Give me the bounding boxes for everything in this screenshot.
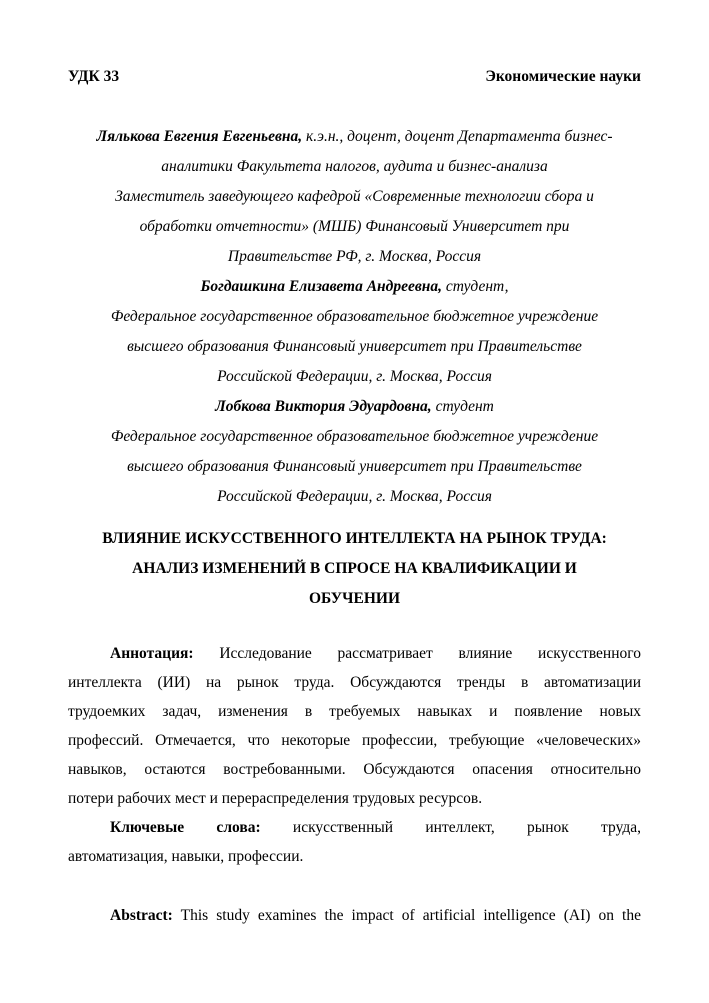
author-1-affiliation-line: обработки отчетности» (МШБ) Финансовый Университет при: [139, 218, 570, 235]
author-2-affiliation-line: Российской Федерации, г. Москва, Россия: [217, 368, 492, 385]
title-line: АНАЛИЗ ИЗМЕНЕНИЙ В СПРОСЕ НА КВАЛИФИКАЦИИ И: [132, 560, 577, 577]
annotation-line: трудоемких задач, изменения в требуемых навыках и появление новых: [68, 703, 641, 720]
paper-body: [68, 639, 641, 930]
abstract-label: Abstract:: [110, 907, 173, 924]
author-3-role: студент: [431, 398, 494, 415]
title-line: ОБУЧЕНИИ: [308, 590, 401, 607]
author-1-affiliation-line: аналитики Факультета налогов, аудита и бизнес-анализа: [161, 158, 548, 175]
author-1-affiliation-line: Правительстве РФ, г. Москва, Россия: [227, 248, 482, 265]
author-2-affiliation-line: Федеральное государственное образовательное бюджетное учреждение: [110, 308, 599, 325]
annotation-line-1: [68, 639, 641, 668]
title-line: ВЛИЯНИЕ ИСКУССТВЕННОГО ИНТЕЛЛЕКТА НА РЫНОК ТРУДА:: [102, 530, 607, 547]
author-2-affiliation-line: высшего образования Финансовый университет при Правительстве: [127, 338, 582, 355]
author-3-affiliation-line: Российской Федерации, г. Москва, Россия: [217, 488, 492, 505]
keywords-line-1: [68, 813, 641, 842]
author-3-affiliation-line: высшего образования Финансовый университет при Правительстве: [127, 458, 582, 475]
author-3-line-1: [68, 392, 641, 422]
annotation-line: навыков, остаются востребованными. Обсуждаются опасения относительно: [68, 761, 641, 778]
author-2-role: студент,: [442, 278, 509, 295]
keywords-label: Ключевые слова:: [110, 819, 261, 836]
annotation-line: потери рабочих мест и перераспределения трудовых ресурсов.: [68, 790, 483, 807]
abstract-paragraph: [68, 901, 641, 930]
udc-code: УДК 33: [68, 68, 120, 85]
annotation-line: профессий. Отмечается, что некоторые профессии, требующие «человеческих»: [68, 732, 641, 749]
author-2-name: Богдашкина Елизавета Андреевна,: [200, 278, 443, 295]
annotation-paragraph: [68, 639, 641, 813]
abstract-text: This study examines the impact of artificial intelligence (AI) on the: [172, 907, 641, 924]
paragraph-gap: [68, 871, 641, 901]
keywords-text: искусственный интеллект, рынок труда,: [260, 819, 641, 836]
section-name: Экономические науки: [485, 68, 641, 85]
author-1-line-1: [68, 122, 641, 152]
author-3-name: Лобкова Виктория Эдуардовна,: [215, 398, 432, 415]
author-1-credentials: к.э.н., доцент, доцент Департамента бизнес-: [302, 128, 613, 145]
annotation-text: Исследование рассматривает влияние искусственного: [193, 645, 641, 662]
author-1-affiliation-line: Заместитель заведующего кафедрой «Современные технологии сбора и: [115, 188, 594, 205]
page-header: [68, 66, 641, 88]
authors-block: [68, 122, 641, 512]
author-1-name: Лялькова Евгения Евгеньевна,: [96, 128, 303, 145]
annotation-label: Аннотация:: [110, 645, 194, 662]
paper-title: [68, 524, 641, 614]
keywords-paragraph: [68, 813, 641, 871]
annotation-line: интеллекта (ИИ) на рынок труда. Обсуждаются тренды в автоматизации: [68, 674, 641, 691]
author-3-affiliation-line: Федеральное государственное образовательное бюджетное учреждение: [110, 428, 599, 445]
abstract-line-1: [68, 901, 641, 930]
author-2-line-1: [68, 272, 641, 302]
keywords-line: автоматизация, навыки, профессии.: [68, 848, 304, 865]
